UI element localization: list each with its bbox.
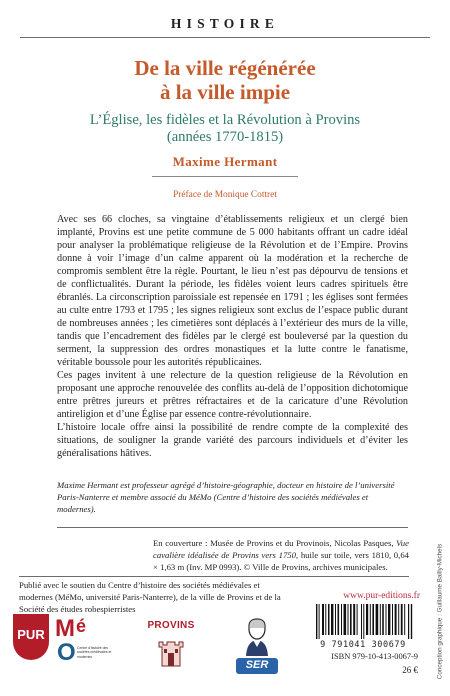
graphic-design-credit: Conception graphique : Guillaume Bailly-Michels xyxy=(436,543,444,680)
back-cover-blurb xyxy=(57,213,408,460)
blurb-paragraph: Ces pages invitent à une relecture de la question religieuse de la Révolution en proposant une approche renouvelée des conflits au-delà de l’opposition dichotomique entre prêtres jureurs et prêtres réfractaires et de la caricature d’une Révolution antireligion et d’une Église par essence contre-révolutionnaire. xyxy=(57,370,408,421)
author-name: Maxime Hermant xyxy=(172,154,278,169)
memo-letter-o: O xyxy=(57,639,76,666)
price-label: 26 € xyxy=(402,665,418,675)
side-credit-container xyxy=(433,540,447,690)
cover-credit xyxy=(153,537,409,573)
pur-logo-text: PUR xyxy=(17,627,45,642)
book-title-line-1: De la ville régénérée xyxy=(134,56,316,80)
provins-logo-text: PROVINS xyxy=(147,620,195,631)
memo-letter-m: M xyxy=(55,615,75,642)
memo-logo xyxy=(55,616,113,686)
author-bio: Maxime Hermant est professeur agrégé d’histoire-géographie, docteur en histoire de l’université Paris-Nanterre et membre associé du MéMo (Centre d’histoire des sociétés médiévales et modernes). xyxy=(57,480,395,514)
blurb-paragraph: Avec ses 66 cloches, sa vingtaine d’établissements religieux et un clergé bien implanté, Provins est une petite commune de 5 000 habitants offrant un cadre idéal pour analyser la problématique religieuse de la Révolution et de l’Empire. Provins donne à voir l’image d’un calme apparent où la modération et la recherche de compromis semblent être la règle. Pourtant, le lieu n’est pas dépourvu de tensions et de conflictualités. Durant la période, les fidèles voient leurs cadres spirituels être ébranlés. La circonscription paroissiale est repensée en 1791 ; les églises sont fermées au culte entre 1793 et 1795 ; les signes religieux sont exclus de l’espace public durant de nombreuses années ; les cimetières sont déplacés à l’extérieur des murs de la ville, tandis que l’encadrement des fidèles par le clergé est bouleversé par la question du serment, la suppression des ordres monastiques et la lutte contre le fanatisme, véritable boussole pour les autorités républicaines. xyxy=(57,214,408,369)
provins-tower-icon xyxy=(153,633,189,669)
robespierre-portrait-icon xyxy=(242,616,272,656)
publisher-website[interactable]: www.pur-editions.fr xyxy=(343,591,420,601)
ser-logo xyxy=(228,616,288,682)
provins-logo xyxy=(139,620,203,682)
book-subtitle-line-2: (années 1770-1815) xyxy=(166,129,284,145)
cover-credit-rest: , huile sur toile, vers 1810, 0,64 × 1,63 m (Inv. MP 0993). © Ville de Provins, archives municipales. xyxy=(153,550,410,573)
book-title-line-2: à la ville impie xyxy=(159,80,291,104)
bottom-rule xyxy=(19,576,409,577)
cover-credit-work: Vue cavalière idéalisée de Provins vers 1750 xyxy=(153,538,409,561)
memo-letter-e: é xyxy=(76,616,87,636)
cover-credit-lead: En couverture : Musée de Provins et du Provinois, Nicolas Pasques, xyxy=(153,538,394,548)
author-rule xyxy=(152,176,298,177)
ser-badge xyxy=(236,658,278,674)
barcode-digits: 9 791041 300679 xyxy=(320,640,406,650)
pur-logo xyxy=(13,614,49,660)
preface-credit: Préface de Monique Cottret xyxy=(173,190,277,200)
credit-rule xyxy=(57,527,408,528)
publisher-support: Publié avec le soutien du Centre d’histoire des sociétés médiévales et modernes (MéMo, université Paris-Nanterre), de la ville de Provins et de la Société des études robespierristes xyxy=(19,580,281,614)
top-rule xyxy=(20,37,430,38)
isbn-barcode xyxy=(316,604,413,639)
isbn-number: ISBN 979-10-413-0067-9 xyxy=(331,652,418,661)
blurb-paragraph: L’histoire locale offre ainsi la possibilité de rendre compte de la complexité des situations, de souligner la grande variété des parcours individuels et d’éviter les généralisations hâtives. xyxy=(57,422,408,460)
ser-badge-text: SER xyxy=(245,659,269,671)
series-label: HISTOIRE xyxy=(170,16,280,31)
book-subtitle-line-1: L’Église, les fidèles et la Révolution à Provins xyxy=(89,112,361,128)
memo-caption: Centre d’histoire des sociétés médiévales et modernes xyxy=(77,646,112,659)
